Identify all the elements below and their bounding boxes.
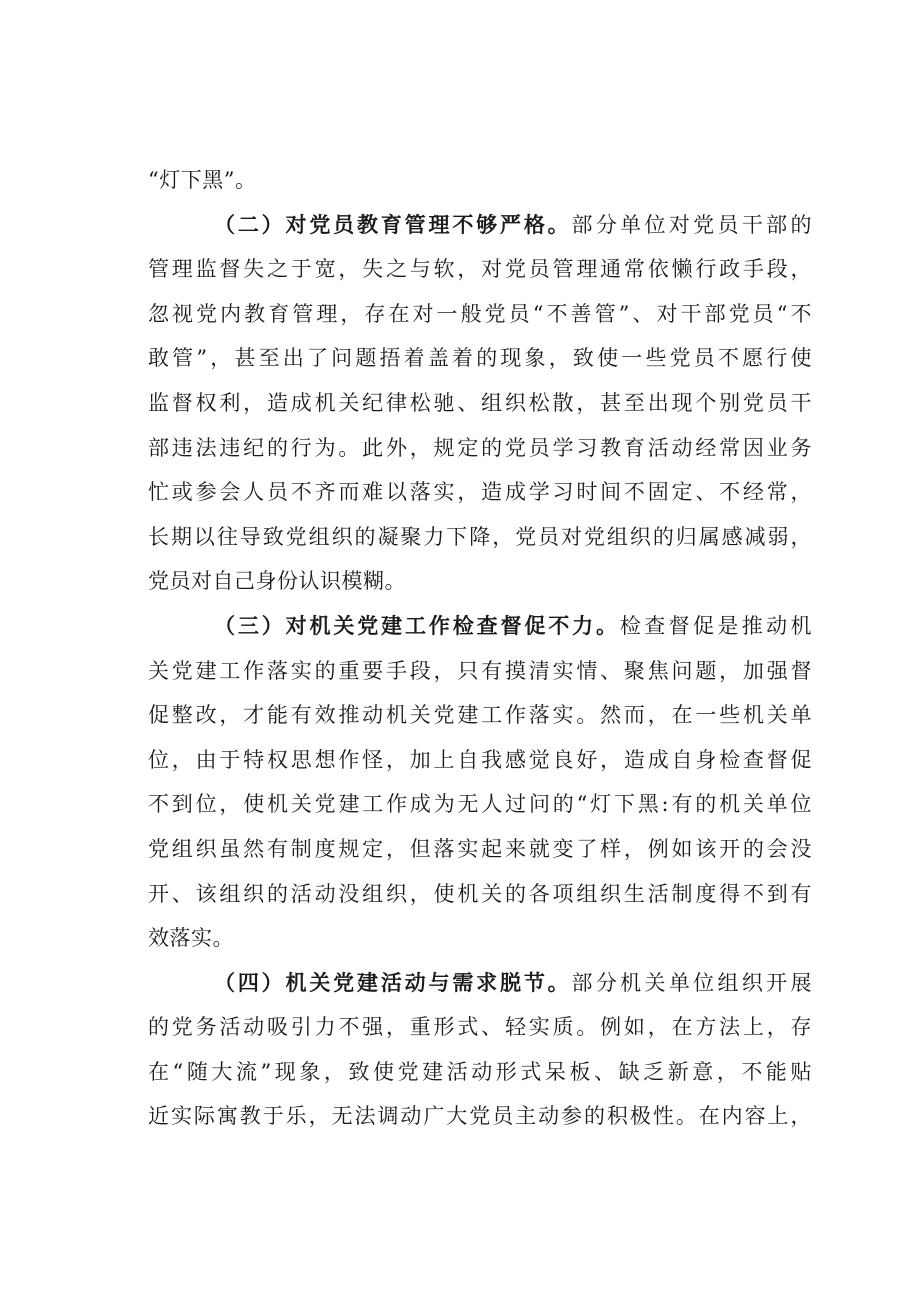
- line-text: 近实际寓教于乐，无法调动广大党员主动参的积极性。在内容上，: [148, 1104, 812, 1129]
- line-text: “灯下黑”。: [148, 168, 257, 192]
- paragraph-line: [148, 1050, 812, 1095]
- paragraph-line: [148, 738, 812, 783]
- line-text: 忽视党内教育管理，存在对一般党员“不善管”、对干部党员“不: [148, 301, 812, 326]
- line-text: 部违法违纪的行为。此外，规定的党员学习教育活动经常因业务: [148, 435, 812, 460]
- paragraph-line: [148, 827, 812, 872]
- section-heading: （四）机关党建活动与需求脱节。: [214, 970, 572, 995]
- line-text: 检查督促是推动机: [619, 613, 812, 638]
- paragraph-line: [148, 426, 812, 471]
- line-text: 忙或参会人员不齐而难以落实，造成学习时间不固定、不经常，: [148, 480, 812, 505]
- document-body: [148, 158, 812, 1139]
- line-text: 长期以往导致党组织的凝聚力下降，党员对党组织的归属感减弱，: [148, 524, 812, 549]
- line-text: 部分单位对党员干部的: [571, 212, 812, 237]
- line-text: 党组织虽然有制度规定，但落实起来就变了样，例如该开的会没: [148, 836, 812, 861]
- paragraph-line: [148, 381, 812, 426]
- line-text: 部分机关单位组织开展: [571, 970, 812, 995]
- paragraph-line: [148, 515, 812, 560]
- paragraph-line: [148, 1005, 812, 1050]
- paragraph-line: [148, 292, 812, 337]
- section-heading: （二）对党员教育管理不够严格。: [214, 212, 572, 237]
- line-text: 的党务活动吸引力不强，重形式、轻实质。例如，在方法上，存: [148, 1015, 812, 1040]
- line-text: 监督权利，造成机关纪律松驰、组织松散，甚至出现个别党员干: [148, 390, 812, 415]
- line-text: 党员对自己身份认识模糊。: [148, 569, 406, 594]
- line-text: 开、该组织的活动没组织，使机关的各项组织生活制度得不到有: [148, 881, 812, 906]
- line-text: 促整改，才能有效推动机关党建工作落实。然而，在一些机关单: [148, 703, 812, 728]
- line-text: 不到位，使机关党建工作成为无人过问的“灯下黑:有的机关单位: [148, 792, 812, 817]
- paragraph-line: [148, 559, 812, 604]
- paragraph-line: [148, 872, 812, 917]
- line-text: 效落实。: [148, 926, 234, 951]
- paragraph-line: [148, 649, 812, 694]
- paragraph-line: [148, 247, 812, 292]
- line-text: 关党建工作落实的重要手段，只有摸清实情、聚焦问题，加强督: [148, 658, 812, 683]
- line-text: 在“随大流”现象，致使党建活动形式呆板、缺乏新意，不能贴: [148, 1059, 812, 1084]
- paragraph-line: [148, 158, 812, 203]
- line-text: 管理监督失之于宽，失之与软，对党员管理通常依懒行政手段，: [148, 257, 812, 282]
- line-text: 位，由于特权思想作怪，加上自我感觉良好，造成自身检查督促: [148, 747, 812, 772]
- section-heading-line: [148, 604, 812, 649]
- line-text: 敢管”，甚至出了问题捂着盖着的现象，致使一些党员不愿行使: [148, 346, 812, 371]
- paragraph-line: [148, 470, 812, 515]
- section-heading-line: [148, 961, 812, 1006]
- paragraph-line: [148, 782, 812, 827]
- paragraph-line: [148, 693, 812, 738]
- paragraph-line: [148, 1094, 812, 1139]
- paragraph-line: [148, 336, 812, 381]
- paragraph-line: [148, 916, 812, 961]
- section-heading-line: [148, 203, 812, 248]
- section-heading: （三）对机关党建工作检查督促不力。: [214, 613, 620, 638]
